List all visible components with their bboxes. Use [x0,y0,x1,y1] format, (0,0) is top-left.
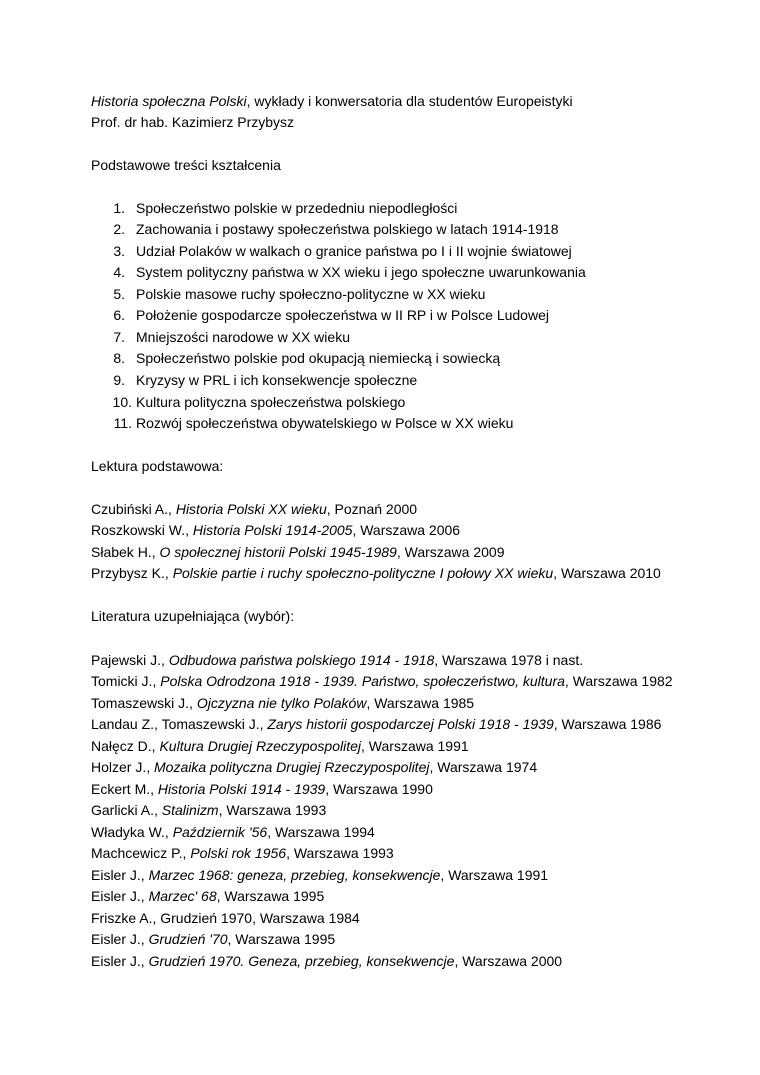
list-item-number: 1. [113,200,125,216]
entry-author: Nałęcz D., [91,738,160,754]
list-item-number: 10. [112,394,132,410]
bibliography-entry [91,520,460,540]
list-item-number: 2. [113,221,125,237]
entry-title: Stalinizm [161,802,219,818]
bibliography-entry [91,843,394,863]
entry-title: Ojczyzna nie tylko Polaków [196,695,367,711]
bibliography-entry [91,499,417,519]
bibliography-entry [91,714,661,734]
bibliography-entry [91,800,326,820]
entry-details: , Warszawa 1993 [286,845,394,861]
entry-author: Pajewski J., [91,652,169,668]
list-item-text: Zachowania i postawy społeczeństwa polskiego w latach 1914-1918 [136,221,559,237]
entry-title: Marzec' 68 [148,888,217,904]
entry-author: Eisler J., [91,888,149,904]
list-item-text: System polityczny państwa w XX wieku i jego społeczne uwarunkowania [136,264,586,280]
entry-details: , Warszawa 2000 [454,953,563,969]
list-item-text: Położenie gospodarcze społeczeństwa w II RP i w Polsce Ludowej [136,307,549,323]
entry-details: , Warszawa 1995 [216,888,325,904]
list-item-number: 6. [113,307,125,323]
entry-details: , Warszawa 1986 [553,716,662,732]
bibliography-entry [91,779,433,799]
list-item-number: 3. [113,243,125,259]
entry-details: , Warszawa 2009 [396,544,505,560]
basic-reading-heading: Lektura podstawowa: [91,458,224,474]
entry-title: Grudzień '70 [148,931,228,947]
entry-author: Czubiński A., [91,501,176,517]
entry-details: , Warszawa 1978 i nast. [434,652,584,668]
entry-author: Eckert M., [91,781,158,797]
entry-details: , Warszawa 1994 [267,824,375,840]
bibliography-entry [91,951,562,971]
entry-title: Historia Polski 1914-2005 [192,522,353,538]
entry-author: Garlicki A., [91,802,162,818]
entry-author: Tomicki J., [91,673,161,689]
bibliography-entry [91,886,324,906]
entry-title: Mozaika polityczna Drugiej Rzeczypospolitej [154,759,430,775]
list-item-number: 9. [113,372,125,388]
bibliography-entry [91,908,360,928]
entry-details: , Warszawa 1991 [361,738,469,754]
entry-title: Polski rok 1956 [190,845,287,861]
entry-title: Polskie partie i ruchy społeczno-polityczne I połowy XX wieku [172,565,554,581]
entry-title: Zarys historii gospodarczej Polski 1918 - 1939 [267,716,554,732]
list-item-text: Mniejszości narodowe w XX wieku [136,329,350,345]
list-item-number: 7. [113,329,125,345]
supplementary-reading-heading: Literatura uzupełniająca (wybór): [91,608,295,624]
entry-author: Roszkowski W., [91,522,193,538]
entry-title: Polska Odrodzona 1918 - 1939. Państwo, społeczeństwo, kultura [160,673,565,689]
entry-title: Październik '56 [172,824,268,840]
list-item-text: Społeczeństwo polskie w przededniu niepodległości [136,200,458,216]
entry-author: Eisler J., [91,953,149,969]
list-item-number: 8. [113,350,125,366]
bibliography-entry [91,865,548,885]
entry-author: Władyka W., [91,824,173,840]
lecturer: Prof. dr hab. Kazimierz Przybysz [91,114,295,130]
entry-title: O społecznej historii Polski 1945-1989 [159,544,397,560]
list-item-text: Kryzysy w PRL i ich konsekwencje społeczne [136,372,418,388]
list-item-text: Udział Polaków w walkach o granice państwa po I i II wojnie światowej [136,243,572,259]
entry-details: , Warszawa 1990 [325,781,433,797]
entry-author: Słabek H., [91,544,160,560]
bibliography-entry [91,757,537,777]
bibliography-entry [91,736,469,756]
entry-title: Odbudowa państwa polskiego 1914 - 1918 [168,652,435,668]
list-item-text: Polskie masowe ruchy społeczno-polityczne w XX wieku [136,286,486,302]
entry-author: Holzer J., [91,759,155,775]
entry-details: , Warszawa 1974 [429,759,538,775]
bibliography-entry [91,693,474,713]
bibliography-entry [91,650,583,670]
entry-title: Grudzień 1970. Geneza, przebieg, konsekwencje [148,953,455,969]
course-title-line [91,91,573,111]
bibliography-entry [91,671,673,691]
entry-author: Eisler J., [91,867,149,883]
entry-title: Kultura Drugiej Rzeczypospolitej [159,738,362,754]
list-item-text: Kultura polityczna społeczeństwa polskiego [136,394,406,410]
entry-details: , Warszawa 2006 [352,522,461,538]
entry-author: Machcewicz P., [91,845,191,861]
entry-author: Tomaszewski J., [91,695,197,711]
entry-author: Eisler J., [91,931,149,947]
course-title-rest: , wykłady i konwersatoria dla studentów Europeistyki [246,93,573,109]
list-item-number: 4. [113,264,125,280]
list-item-text: Rozwój społeczeństwa obywatelskiego w Polsce w XX wieku [136,415,514,431]
entry-details: , Warszawa 2010 [553,565,661,581]
bibliography-entry [91,929,335,949]
list-item-number: 11. [113,415,132,431]
entry-details: , Warszawa 1993 [218,802,327,818]
bibliography-entry [91,542,504,562]
entry-details: , Warszawa 1982 [564,673,673,689]
syllabus-heading: Podstawowe treści kształcenia [91,157,281,173]
entry-author: Landau Z., Tomaszewski J., [91,716,268,732]
entry-details: , Poznań 2000 [326,501,418,517]
bibliography-entry [91,822,375,842]
entry-title: Historia Polski XX wieku [175,501,327,517]
entry-details: , Warszawa 1995 [227,931,336,947]
bibliography-entry [91,563,661,583]
entry-author: Przybysz K., [91,565,173,581]
entry-details: , Warszawa 1991 [440,867,549,883]
entry-author: Friszke A., Grudzień 1970, Warszawa 1984 [91,910,360,926]
entry-title: Historia Polski 1914 - 1939 [157,781,326,797]
entry-details: , Warszawa 1985 [366,695,475,711]
course-title: Historia społeczna Polski [91,93,247,109]
list-item-number: 5. [113,286,125,302]
entry-title: Marzec 1968: geneza, przebieg, konsekwencje [148,867,441,883]
list-item-text: Społeczeństwo polskie pod okupacją niemiecką i sowiecką [136,350,501,366]
